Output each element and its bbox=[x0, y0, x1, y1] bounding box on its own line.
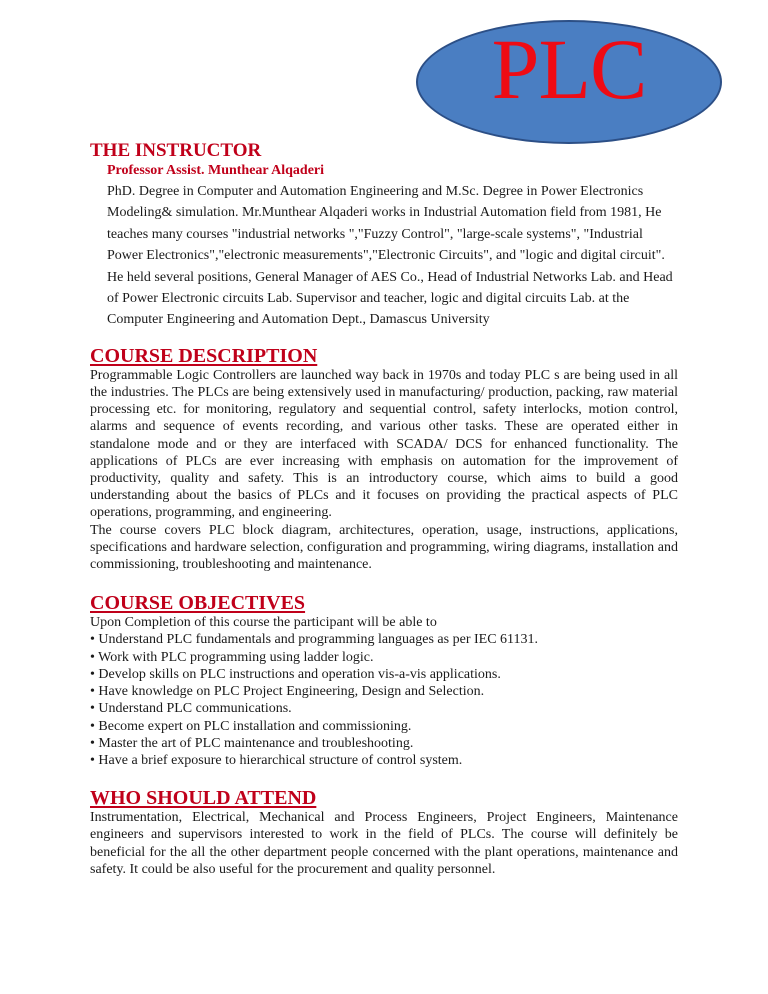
instructor-block bbox=[90, 162, 678, 331]
course-description-heading: COURSE DESCRIPTION bbox=[90, 344, 318, 367]
objective-item: • Master the art of PLC maintenance and troubleshooting. bbox=[90, 735, 414, 751]
course-objectives-list bbox=[90, 631, 678, 769]
objective-item: • Have knowledge on PLC Project Engineering, Design and Selection. bbox=[90, 684, 485, 700]
plc-logo-text: PLC bbox=[491, 21, 647, 117]
objective-item: • Work with PLC programming using ladder logic. bbox=[90, 649, 374, 665]
instructor-heading: THE INSTRUCTOR bbox=[90, 140, 262, 161]
course-description-paragraph-2: The course covers PLC block diagram, architectures, operation, usage, instructions, applications, specifications and hardware selection, configuration and programming, wiring diagrams, installation and commissioning, troubleshooting and maintenance. bbox=[90, 522, 678, 573]
course-description-paragraph-1: Programmable Logic Controllers are launched way back in 1970s and today PLC s are being used in all the industries. The PLCs are being extensively used in manufacturing/ production, packing, raw material processing etc. for monitoring, regulatory and sequential control, safety interlocks, motion control, alarms and sequence of events recording, and various other tasks. These are operated either in standalone mode and or they are interfaced with SCADA/ DCS for enhanced functionality. The applications of PLCs are ever increasing with emphasis on automation for the improvement of productivity, quality and safety. This is an introductory course, which aims to build a good understanding about the basics of PLCs and it focuses on providing the practical aspects of PLC operations, programming, and engineering. bbox=[90, 367, 678, 521]
objective-item: • Become expert on PLC installation and commissioning. bbox=[90, 718, 412, 734]
objective-item: • Develop skills on PLC instructions and operation vis-a-vis applications. bbox=[90, 666, 501, 682]
course-objectives-intro: Upon Completion of this course the participant will be able to bbox=[90, 615, 437, 631]
objective-item: • Understand PLC communications. bbox=[90, 701, 292, 717]
instructor-name: Professor Assist. Munthear Alqaderi bbox=[107, 163, 325, 178]
instructor-bio: PhD. Degree in Computer and Automation Engineering and M.Sc. Degree in Power Electronics Modeling& simulation. Mr.Munthear Alqaderi works in Industrial Automation field from 1981, He teaches many courses "industrial networks ","Fuzzy Control", "large-scale systems", "Industrial Power Electronics","electronic measurements","Electronic Circuits", and "logic and digital circuit". He held several positions, General Manager of AES Co., Head of Industrial Networks Lab. and Head of Power Electronic circuits Lab. Supervisor and teacher, logic and digital circuits Lab. at the Computer Engineering and Automation Dept., Damascus University bbox=[107, 184, 673, 328]
who-should-attend-paragraph: Instrumentation, Electrical, Mechanical and Process Engineers, Project Engineers, Maintenance engineers and supervisors interested to work in the field of PLCs. The course will definitely be beneficial for the all the other department people concerned with the plant operations, maintenance and safety. It could be also useful for the procurement and quality personnel. bbox=[90, 810, 678, 877]
document-body bbox=[90, 140, 678, 878]
objective-item: • Have a brief exposure to hierarchical structure of control system. bbox=[90, 752, 463, 768]
course-objectives-heading: COURSE OBJECTIVES bbox=[90, 592, 306, 615]
objective-item: • Understand PLC fundamentals and programming languages as per IEC 61131. bbox=[90, 632, 539, 648]
who-should-attend-heading: WHO SHOULD ATTEND bbox=[90, 787, 317, 810]
